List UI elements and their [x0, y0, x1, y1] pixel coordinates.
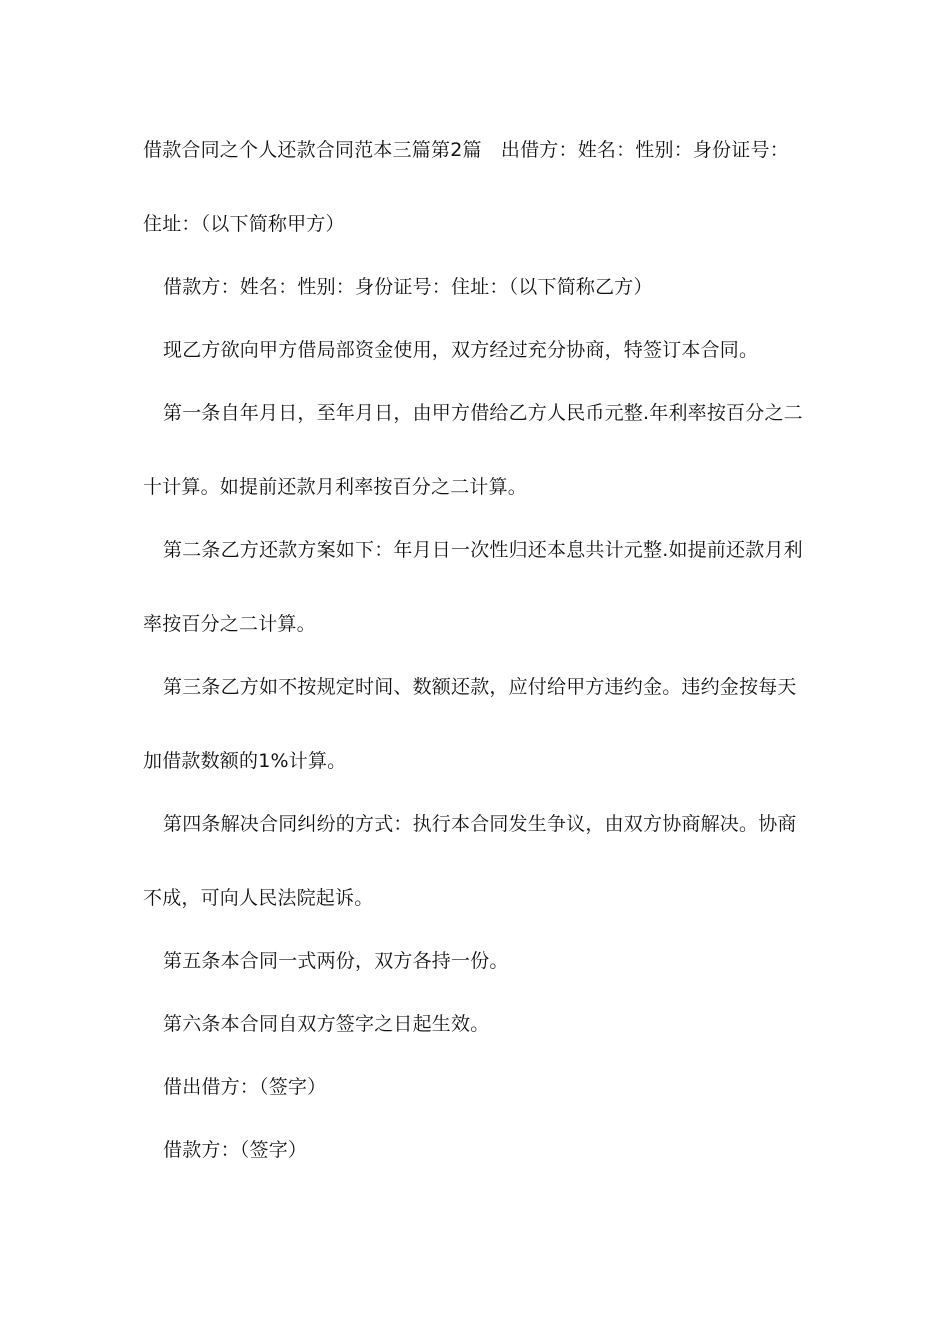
article-6-line: 第六条本合同自双方签字之日起生效。	[163, 1013, 490, 1035]
borrower-info-line: 借款方：姓名：性别：身份证号：住址：（以下简称乙方）	[163, 276, 653, 298]
title-line: 借款合同之个人还款合同范本三篇第2篇 出借方：姓名：性别：身份证号：	[143, 139, 789, 161]
lender-signature-line: 借出借方：（签字）	[163, 1076, 327, 1098]
article-4-line-2: 不成，可向人民法院起诉。	[143, 887, 374, 909]
article-1-line-2: 十计算。如提前还款月利率按百分之二计算。	[143, 476, 528, 498]
lender-address-line: 住址：（以下简称甲方）	[143, 213, 345, 235]
article-1-line-1: 第一条自年月日，至年月日，由甲方借给乙方人民币元整.年利率按百分之二	[163, 402, 803, 424]
article-4-line-1: 第四条解决合同纠纷的方式：执行本合同发生争议，由双方协商解决。协商	[163, 813, 797, 835]
article-3-line-2: 加借款数额的1%计算。	[143, 750, 347, 772]
article-2-line-2: 率按百分之二计算。	[143, 613, 316, 635]
preamble-line: 现乙方欲向甲方借局部资金使用，双方经过充分协商，特签订本合同。	[163, 339, 759, 361]
article-3-line-1: 第三条乙方如不按规定时间、数额还款，应付给甲方违约金。违约金按每天	[163, 676, 797, 698]
article-2-line-1: 第二条乙方还款方案如下：年月日一次性归还本息共计元整.如提前还款月利	[163, 539, 803, 561]
article-5-line: 第五条本合同一式两份，双方各持一份。	[163, 950, 509, 972]
borrower-signature-line: 借款方：（签字）	[163, 1139, 308, 1161]
